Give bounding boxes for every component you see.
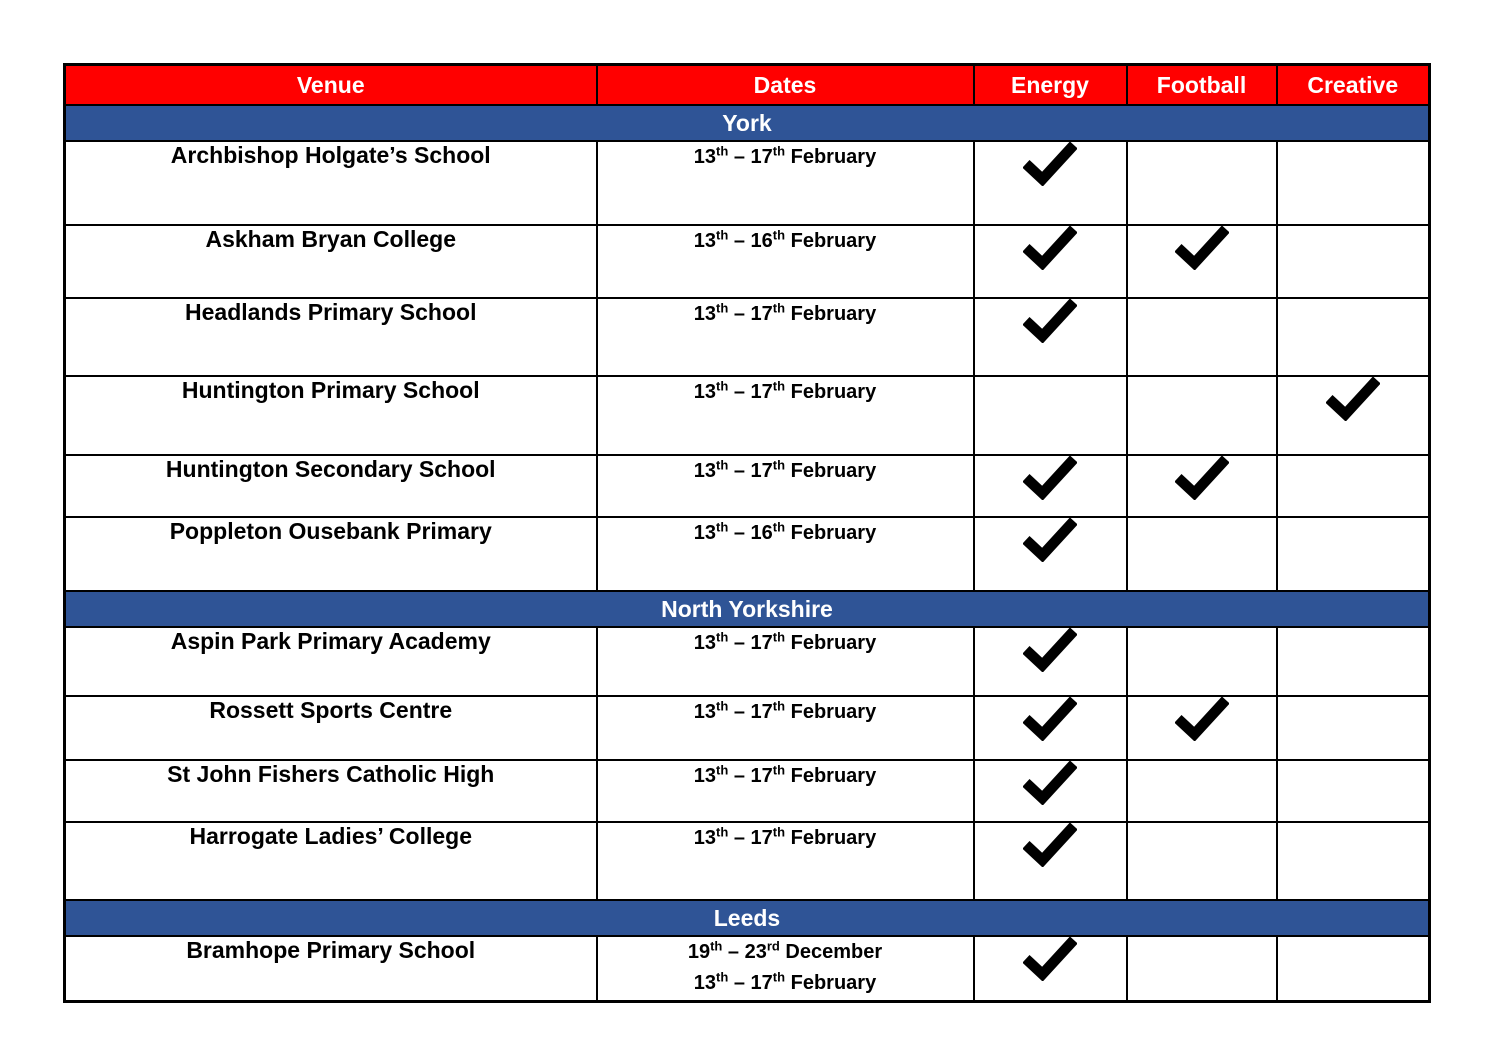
creative-check-cell xyxy=(1277,298,1430,376)
creative-check-cell xyxy=(1277,696,1430,760)
creative-check-cell xyxy=(1277,376,1430,455)
table-row xyxy=(65,517,1430,591)
energy-check-cell xyxy=(974,376,1127,455)
football-check-cell xyxy=(1127,141,1277,225)
football-check-cell xyxy=(1127,696,1277,760)
date-line: 13th – 17th February xyxy=(693,629,877,654)
date-line: 13th – 17th February xyxy=(693,762,877,787)
check-icon xyxy=(1326,377,1380,421)
table-row xyxy=(65,936,1430,1001)
table-row xyxy=(65,455,1430,517)
table-row xyxy=(65,627,1430,696)
date-line: 13th – 16th February xyxy=(693,227,877,252)
energy-check-cell xyxy=(974,822,1127,900)
date-line: 13th – 17th February xyxy=(693,300,877,325)
check-icon xyxy=(1023,697,1077,741)
venue-cell: Askham Bryan College xyxy=(65,225,597,298)
dates-cell xyxy=(597,455,974,517)
football-check-cell xyxy=(1127,455,1277,517)
date-line: 13th – 17th February xyxy=(693,457,877,482)
dates-cell xyxy=(597,141,974,225)
venue-cell: Harrogate Ladies’ College xyxy=(65,822,597,900)
table-row xyxy=(65,760,1430,822)
energy-check-cell xyxy=(974,517,1127,591)
date-line: 13th – 17th February xyxy=(693,378,877,403)
venue-cell: Archbishop Holgate’s School xyxy=(65,141,597,225)
dates-cell xyxy=(597,225,974,298)
venue-cell: Rossett Sports Centre xyxy=(65,696,597,760)
section-label: York xyxy=(65,105,1430,141)
creative-check-cell xyxy=(1277,760,1430,822)
check-icon xyxy=(1023,628,1077,672)
dates-cell xyxy=(597,760,974,822)
table-body xyxy=(65,105,1430,1001)
creative-check-cell xyxy=(1277,517,1430,591)
football-check-cell xyxy=(1127,627,1277,696)
table-row xyxy=(65,696,1430,760)
creative-check-cell xyxy=(1277,822,1430,900)
dates-cell xyxy=(597,376,974,455)
check-icon xyxy=(1023,299,1077,343)
energy-check-cell xyxy=(974,760,1127,822)
football-check-cell xyxy=(1127,760,1277,822)
creative-check-cell xyxy=(1277,141,1430,225)
date-line: 13th – 17th February xyxy=(693,824,877,849)
column-header-dates: Dates xyxy=(597,65,974,106)
column-header-creative: Creative xyxy=(1277,65,1430,106)
check-icon xyxy=(1023,937,1077,981)
date-line: 19th – 23rd December xyxy=(687,938,883,963)
date-line: 13th – 17th February xyxy=(693,143,877,168)
venue-cell: Poppleton Ousebank Primary xyxy=(65,517,597,591)
dates-cell xyxy=(597,936,974,1001)
check-icon xyxy=(1023,226,1077,270)
table-row xyxy=(65,822,1430,900)
venue-schedule-table xyxy=(63,63,1431,1003)
check-icon xyxy=(1023,761,1077,805)
football-check-cell xyxy=(1127,822,1277,900)
dates-cell xyxy=(597,822,974,900)
energy-check-cell xyxy=(974,141,1127,225)
column-header-venue: Venue xyxy=(65,65,597,106)
venue-cell: Huntington Primary School xyxy=(65,376,597,455)
check-icon xyxy=(1023,518,1077,562)
football-check-cell xyxy=(1127,517,1277,591)
table-row xyxy=(65,225,1430,298)
dates-cell xyxy=(597,517,974,591)
dates-cell xyxy=(597,298,974,376)
energy-check-cell xyxy=(974,455,1127,517)
table-row xyxy=(65,298,1430,376)
energy-check-cell xyxy=(974,225,1127,298)
dates-cell xyxy=(597,627,974,696)
table-row xyxy=(65,141,1430,225)
check-icon xyxy=(1023,456,1077,500)
section-label: Leeds xyxy=(65,900,1430,936)
date-line: 13th – 17th February xyxy=(693,698,877,723)
football-check-cell xyxy=(1127,376,1277,455)
energy-check-cell xyxy=(974,696,1127,760)
creative-check-cell xyxy=(1277,936,1430,1001)
creative-check-cell xyxy=(1277,455,1430,517)
check-icon xyxy=(1175,456,1229,500)
column-header-energy: Energy xyxy=(974,65,1127,106)
check-icon xyxy=(1023,823,1077,867)
date-line: 13th – 17th February xyxy=(693,969,877,994)
section-row-york xyxy=(65,105,1430,141)
venue-cell: Bramhope Primary School xyxy=(65,936,597,1001)
venue-cell: Headlands Primary School xyxy=(65,298,597,376)
creative-check-cell xyxy=(1277,225,1430,298)
football-check-cell xyxy=(1127,225,1277,298)
check-icon xyxy=(1175,226,1229,270)
section-row-north-yorkshire xyxy=(65,591,1430,627)
table-row xyxy=(65,376,1430,455)
energy-check-cell xyxy=(974,627,1127,696)
venue-cell: Aspin Park Primary Academy xyxy=(65,627,597,696)
venue-cell: St John Fishers Catholic High xyxy=(65,760,597,822)
check-icon xyxy=(1175,697,1229,741)
dates-cell xyxy=(597,696,974,760)
header-row xyxy=(65,65,1430,106)
creative-check-cell xyxy=(1277,627,1430,696)
section-label: North Yorkshire xyxy=(65,591,1430,627)
energy-check-cell xyxy=(974,298,1127,376)
football-check-cell xyxy=(1127,298,1277,376)
section-row-leeds xyxy=(65,900,1430,936)
date-line: 13th – 16th February xyxy=(693,519,877,544)
check-icon xyxy=(1023,142,1077,186)
football-check-cell xyxy=(1127,936,1277,1001)
energy-check-cell xyxy=(974,936,1127,1001)
column-header-football: Football xyxy=(1127,65,1277,106)
venue-cell: Huntington Secondary School xyxy=(65,455,597,517)
